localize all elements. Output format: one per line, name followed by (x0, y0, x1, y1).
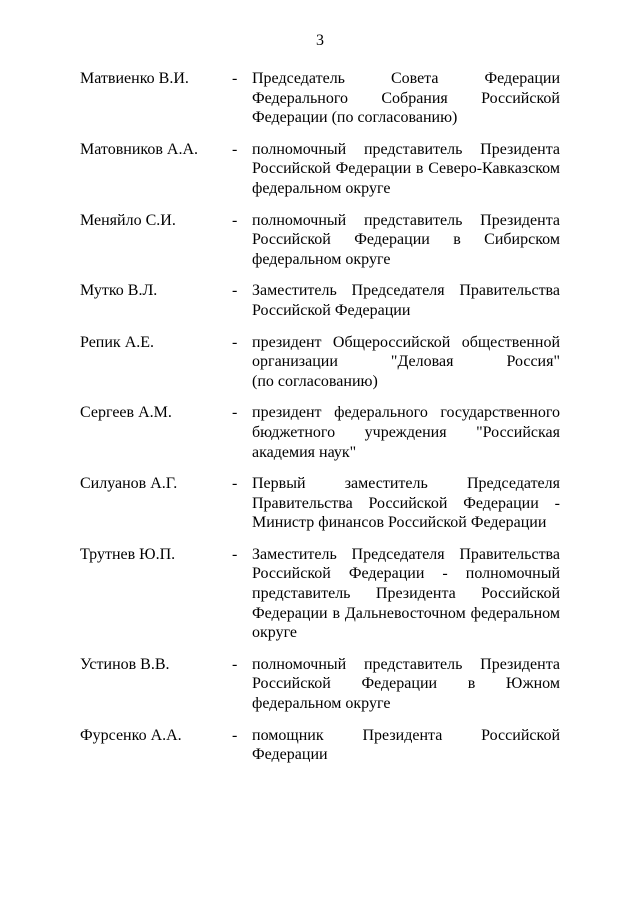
member-entry (80, 69, 560, 128)
page-number: 3 (316, 32, 324, 49)
member-entry (80, 211, 560, 270)
separator-dash: - (232, 726, 238, 744)
position-line: федеральном округе (252, 250, 391, 268)
member-name: Матовников А.А. (80, 140, 198, 158)
member-position (252, 211, 560, 270)
position-line: представитель Президента Российской (252, 585, 560, 603)
member-entry (80, 333, 560, 392)
position-line: округе (252, 624, 298, 642)
member-name: Мутко В.Л. (80, 282, 158, 300)
separator-dash: - (232, 404, 238, 422)
separator-dash: - (232, 140, 238, 158)
member-position (252, 474, 560, 533)
position-line: Федерации в Дальневосточном федеральном (252, 604, 560, 622)
member-entry (80, 726, 560, 765)
separator-dash: - (232, 545, 238, 563)
position-line: Заместитель Председателя Правительства (252, 545, 560, 563)
member-name: Сергеев А.М. (80, 404, 172, 422)
member-name: Силуанов А.Г. (80, 475, 178, 493)
member-position (252, 403, 560, 462)
member-name: Матвиенко В.И. (80, 70, 189, 87)
separator-dash: - (232, 655, 238, 673)
position-line: федеральном округе (252, 695, 391, 713)
member-name: Меняйло С.И. (80, 211, 176, 229)
member-position (252, 69, 560, 128)
position-line: (по согласованию) (252, 372, 378, 390)
separator-dash: - (232, 282, 238, 300)
position-line: президент Общероссийской общественной (252, 333, 560, 351)
position-line: Первый заместитель Председателя (252, 475, 560, 493)
position-line: полномочный представитель Президента (252, 655, 560, 673)
member-name: Устинов В.В. (80, 655, 170, 673)
member-name: Трутнев Ю.П. (80, 545, 176, 563)
position-line: бюджетного учреждения "Российская (252, 423, 560, 441)
position-line: Председатель Совета Федерации (252, 70, 560, 87)
position-line: президент федерального государственного (252, 404, 560, 422)
member-entry (80, 474, 560, 533)
separator-dash: - (232, 475, 238, 493)
position-line: Российской Федерации (252, 301, 411, 319)
member-entry (80, 281, 560, 320)
position-line: Федерации (252, 746, 328, 764)
member-entry (80, 403, 560, 462)
separator-dash: - (232, 211, 238, 229)
member-position (252, 726, 560, 765)
member-position (252, 655, 560, 714)
separator-dash: - (232, 333, 238, 351)
position-line: полномочный представитель Президента (252, 211, 560, 229)
member-position (252, 545, 560, 643)
position-line: федеральном округе (252, 179, 391, 197)
position-line: академия наук" (252, 443, 357, 461)
position-line: Российской Федерации в Южном (252, 675, 560, 693)
position-line: Заместитель Председателя Правительства (252, 282, 560, 300)
member-position (252, 140, 560, 199)
position-line: организации "Деловая Россия" (252, 353, 560, 371)
position-line: Министр финансов Российской Федерации (252, 514, 547, 532)
member-name: Фурсенко А.А. (80, 726, 182, 744)
member-entry (80, 655, 560, 714)
member-entry (80, 545, 560, 643)
position-line: Правительства Российской Федерации - (252, 494, 560, 512)
position-line: Российской Федерации в Сибирском (252, 231, 560, 249)
position-line: Федерации (по согласованию) (252, 109, 458, 127)
member-position (252, 333, 560, 392)
member-name: Репик А.Е. (80, 333, 155, 351)
separator-dash: - (232, 70, 238, 87)
position-line: полномочный представитель Президента (252, 140, 560, 158)
member-list (80, 69, 560, 765)
position-line: Российской Федерации - полномочный (252, 565, 560, 583)
member-position (252, 281, 560, 320)
member-entry (80, 140, 560, 199)
position-line: Федерального Собрания Российской (252, 89, 560, 107)
position-line: Российской Федерации в Северо-Кавказском (252, 160, 560, 178)
position-line: помощник Президента Российской (252, 726, 560, 744)
